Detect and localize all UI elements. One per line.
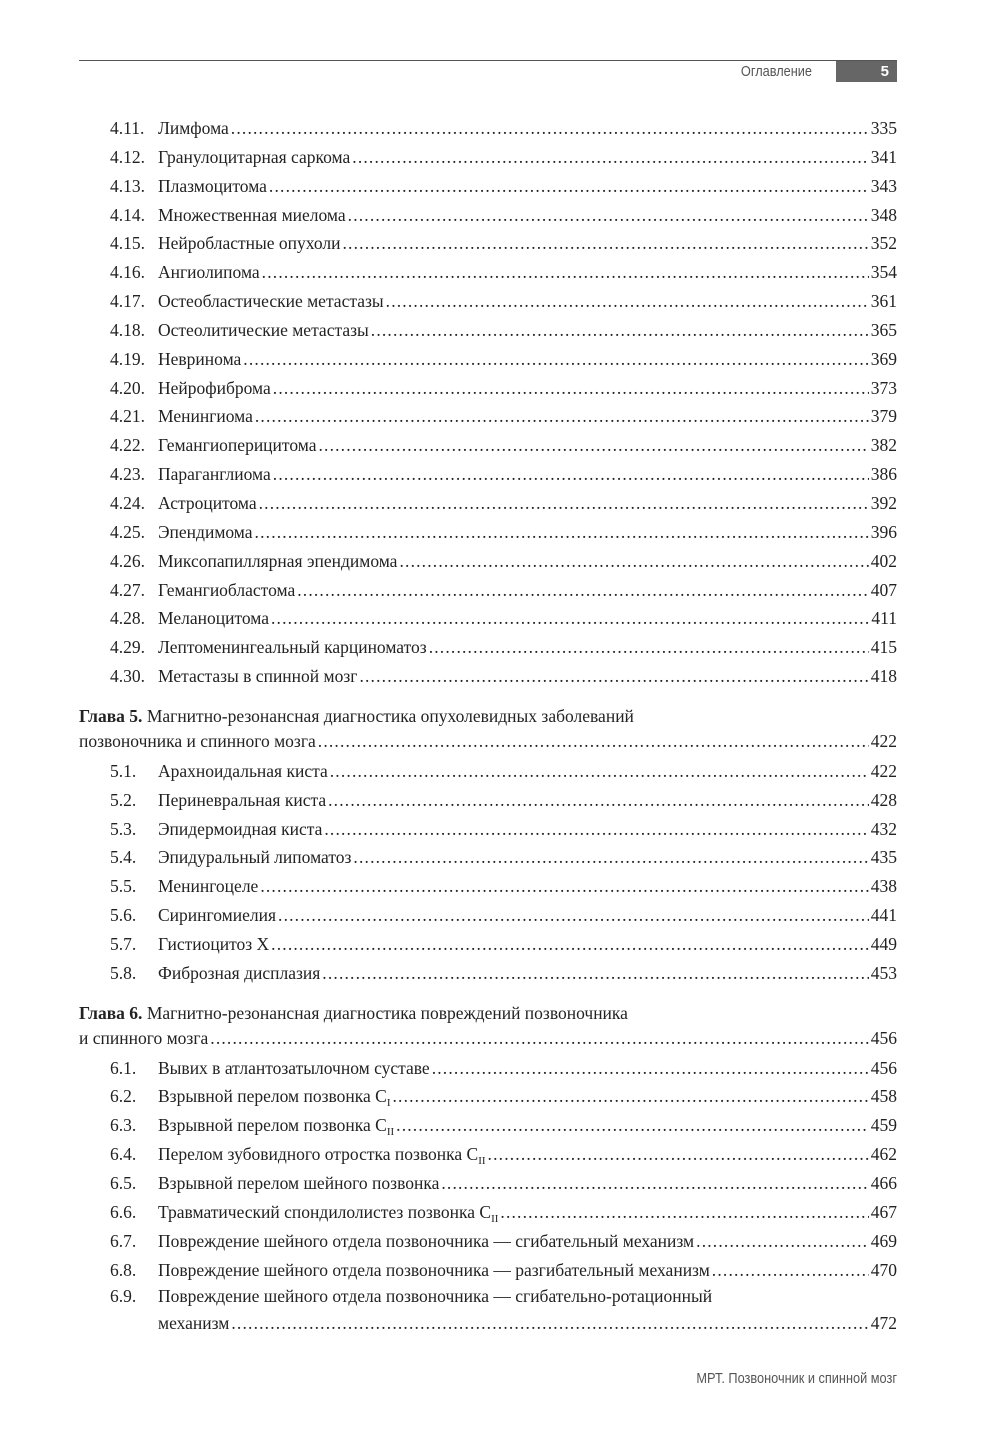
- page-ref: 343: [870, 175, 897, 196]
- entry-title-text: Гемангиоперицитома: [158, 435, 317, 456]
- page-ref: 458: [870, 1086, 897, 1107]
- toc-entry[interactable]: [79, 1054, 897, 1083]
- entry-title: [158, 1140, 486, 1169]
- entry-title-text: Повреждение шейного отдела позвоночника — разгибательный механизм: [158, 1259, 710, 1280]
- entry-title-text: Плазмоцитома: [158, 175, 267, 196]
- dot-leader: [273, 374, 869, 403]
- dot-leader: [255, 402, 869, 431]
- entry-title: [158, 843, 351, 872]
- toc-entry[interactable]: [79, 229, 897, 258]
- toc-entry-line1[interactable]: [79, 1284, 897, 1309]
- entry-number: 6.9.: [110, 1286, 137, 1307]
- entry-number: 6.7.: [110, 1230, 137, 1251]
- page-ref: 382: [870, 435, 897, 456]
- entry-title-text: Астроцитома: [158, 492, 257, 513]
- toc-entry[interactable]: [79, 287, 897, 316]
- page-ref: 373: [870, 377, 897, 398]
- dot-leader: [243, 345, 868, 374]
- entry-number: 6.2.: [110, 1086, 137, 1107]
- page-ref: 459: [870, 1115, 897, 1136]
- toc-entry[interactable]: [79, 786, 897, 815]
- entry-title-text: Вывих в атлантозатылочном суставе: [158, 1057, 430, 1078]
- entry-number: 4.11.: [110, 118, 145, 138]
- page-ref: 466: [870, 1173, 897, 1193]
- chapter-title-line1: Магнитно-резонансная диагностика повреждений позвоночника: [146, 1002, 628, 1023]
- dot-leader: [371, 316, 869, 345]
- page-ref: 407: [870, 579, 897, 600]
- toc-entry[interactable]: [79, 1198, 897, 1227]
- toc-entry[interactable]: [79, 901, 897, 930]
- entry-title-text: Миксопапиллярная эпендимома: [158, 550, 398, 571]
- page-ref: 470: [870, 1259, 897, 1280]
- page-ref: 379: [870, 406, 897, 427]
- entry-number: 4.12.: [110, 146, 145, 167]
- page-ref: 469: [870, 1230, 897, 1251]
- entry-title-text: Менингиома: [158, 406, 253, 427]
- dot-leader: [322, 959, 868, 988]
- dot-leader: [297, 576, 869, 605]
- toc-entry[interactable]: [79, 258, 897, 287]
- entry-title-text: Фиброзная дисплазия: [158, 962, 321, 983]
- entry-title-text: Нейрофиброма: [158, 377, 271, 398]
- entry-number: 6.3.: [110, 1115, 137, 1136]
- entry-title: [158, 172, 267, 201]
- chapter-title-line2: и спинного мозга: [79, 1027, 209, 1048]
- entry-number: 5.7.: [110, 933, 137, 954]
- entry-title-text: Невринома: [158, 348, 242, 369]
- chapter-5: [79, 704, 897, 757]
- entry-number: 4.14.: [110, 204, 145, 225]
- entry-title: [158, 815, 322, 844]
- dot-leader: [399, 547, 868, 576]
- page-ref: 348: [870, 204, 897, 225]
- dot-leader: [324, 815, 868, 844]
- entry-number: 6.8.: [110, 1259, 137, 1280]
- dot-leader: [696, 1227, 869, 1256]
- entry-title: [158, 901, 276, 930]
- entry-title-text: Взрывной перелом позвонка C: [158, 1115, 387, 1136]
- entry-title: [158, 604, 269, 633]
- page-ref: 352: [870, 233, 897, 254]
- entry-title-text: Перелом зубовидного отростка позвонка C: [158, 1144, 479, 1165]
- entry-title: [158, 1169, 439, 1198]
- chapter-6-items: [79, 1054, 897, 1285]
- dot-leader: [231, 1309, 868, 1338]
- dot-leader: [260, 872, 868, 901]
- dot-leader: [441, 1169, 868, 1198]
- toc-entry[interactable]: [79, 345, 897, 374]
- entry-number: 5.2.: [110, 789, 137, 810]
- entry-title-text: Лептоменингеальный карциноматоз: [158, 637, 427, 658]
- dot-leader: [712, 1256, 869, 1285]
- entry-title: [158, 258, 260, 287]
- toc-entry[interactable]: [79, 815, 897, 844]
- page-ref: 441: [870, 905, 897, 926]
- entry-title: [158, 402, 253, 431]
- chapter-heading: [79, 704, 897, 729]
- entry-number: 4.24.: [110, 492, 145, 513]
- entry-number: 4.27.: [110, 579, 145, 600]
- toc-entry[interactable]: [79, 489, 897, 518]
- entry-title-text: Повреждение шейного отдела позвоночника — сгибательный механизм: [158, 1230, 695, 1251]
- chapter-4-items: [79, 114, 897, 691]
- dot-leader: [259, 489, 869, 518]
- entry-number: 4.26.: [110, 550, 145, 571]
- entry-title-text: Ангиолипома: [158, 262, 260, 283]
- entry-title: [158, 872, 258, 901]
- page-ref: 453: [870, 962, 897, 983]
- entry-title-text: Эпендимома: [158, 521, 253, 542]
- entry-title-text: Взрывной перелом шейного позвонка: [158, 1173, 440, 1193]
- page-ref: 432: [870, 818, 897, 839]
- entry-title: [158, 460, 271, 489]
- entry-number: 4.18.: [110, 319, 145, 340]
- entry-number: 6.5.: [110, 1173, 137, 1193]
- chapter-title-line2: позвоночника и спинного мозга: [79, 730, 316, 751]
- entry-number: 4.17.: [110, 291, 145, 312]
- toc-entry[interactable]: [79, 959, 897, 988]
- entry-number: 4.19.: [110, 348, 145, 369]
- entry-title: [158, 1227, 694, 1256]
- dot-leader: [271, 930, 869, 959]
- header-rule: [79, 60, 897, 61]
- entry-title: [158, 114, 229, 143]
- entry-title: [158, 1111, 394, 1140]
- page-number: 5: [836, 61, 897, 82]
- running-header-section: Оглавление: [740, 63, 812, 80]
- dot-leader: [328, 786, 869, 815]
- page-ref: 456: [870, 1027, 897, 1048]
- toc-entry[interactable]: [79, 518, 897, 547]
- entry-number: 6.4.: [110, 1144, 137, 1165]
- entry-title: [158, 757, 328, 786]
- entry-title-text: Гемангиобластома: [158, 579, 296, 600]
- entry-number: 5.1.: [110, 760, 137, 781]
- dot-leader: [271, 604, 869, 633]
- chapter-5-items: [79, 757, 897, 988]
- entry-title: [158, 786, 326, 815]
- entry-number: 4.21.: [110, 406, 145, 427]
- entry-number: 4.25.: [110, 521, 145, 542]
- toc-entry[interactable]: [79, 374, 897, 403]
- page-ref: 392: [870, 492, 897, 513]
- dot-leader: [318, 431, 868, 460]
- dot-leader: [269, 172, 869, 201]
- toc-entry[interactable]: [79, 547, 897, 576]
- entry-title-text: Периневральная киста: [158, 789, 327, 810]
- dot-leader: [255, 518, 869, 547]
- entry-title-text: Сирингомиелия: [158, 905, 277, 926]
- entry-title-text: Нейробластные опухоли: [158, 233, 341, 254]
- toc-entry[interactable]: [79, 1082, 897, 1111]
- entry-title-text: Меланоцитома: [158, 608, 269, 629]
- entry-title: [158, 201, 346, 230]
- entry-number: 5.4.: [110, 847, 137, 868]
- entry-title: [158, 316, 369, 345]
- dot-leader: [500, 1198, 868, 1227]
- dot-leader: [353, 843, 868, 872]
- entry-number: 6.1.: [110, 1057, 137, 1078]
- entry-title-text: Остеолитические метастазы: [158, 319, 369, 340]
- toc-entry[interactable]: [79, 757, 897, 786]
- toc-entry[interactable]: [79, 143, 897, 172]
- page-ref: 428: [870, 789, 897, 810]
- dot-leader: [278, 901, 869, 930]
- entry-number: 5.5.: [110, 876, 137, 897]
- dot-leader: [359, 662, 868, 691]
- entry-title: [158, 374, 271, 403]
- dot-leader: [318, 729, 869, 757]
- dot-leader: [273, 460, 869, 489]
- dot-leader: [432, 1054, 869, 1083]
- dot-leader: [386, 287, 869, 316]
- entry-title-text: Арахноидальная киста: [158, 760, 328, 781]
- entry-title: [158, 930, 269, 959]
- entry-title: [158, 959, 320, 988]
- page-ref: 449: [870, 933, 897, 954]
- entry-title: [158, 633, 427, 662]
- entry-title: [158, 287, 384, 316]
- page-ref: 354: [870, 262, 897, 283]
- entry-number: 4.13.: [110, 175, 145, 196]
- toc-entry[interactable]: [79, 930, 897, 959]
- chapter-label: Глава 5.: [79, 705, 143, 726]
- toc-entry[interactable]: [79, 316, 897, 345]
- vertebra-subscript: II: [491, 1212, 499, 1225]
- page-ref: 402: [870, 550, 897, 571]
- page-ref: 386: [870, 464, 897, 485]
- dot-leader: [348, 201, 869, 230]
- toc-entry-line2[interactable]: [79, 1309, 897, 1338]
- entry-title-text: Менингоцеле: [158, 876, 259, 897]
- toc-entry[interactable]: [79, 201, 897, 230]
- entry-title-text: Лимфома: [158, 118, 229, 138]
- page-ref: 472: [870, 1313, 897, 1334]
- toc-entry[interactable]: [79, 114, 897, 143]
- toc-entry[interactable]: [79, 633, 897, 662]
- page-ref: 369: [870, 348, 897, 369]
- page-ref: 438: [870, 876, 897, 897]
- page-ref: 418: [870, 666, 897, 687]
- entry-title-text: Множественная миелома: [158, 204, 346, 225]
- entry-number: 5.8.: [110, 962, 137, 983]
- page-ref: 456: [870, 1057, 897, 1078]
- entry-title-text: Эпидермоидная киста: [158, 818, 323, 839]
- entry-number: 6.6.: [110, 1201, 137, 1222]
- page-ref: 365: [870, 319, 897, 340]
- toc-entry[interactable]: [79, 1256, 897, 1285]
- entry-title: [158, 547, 397, 576]
- page-ref: 411: [871, 608, 897, 629]
- entry-number: 4.16.: [110, 262, 145, 283]
- toc-entry[interactable]: [79, 1111, 897, 1140]
- entry-title-cont: механизм: [158, 1313, 230, 1334]
- chapter-entry[interactable]: [79, 1026, 897, 1054]
- page-ref: 422: [870, 730, 897, 751]
- entry-title: [158, 1054, 430, 1083]
- page-ref: 467: [870, 1201, 897, 1222]
- toc-entry[interactable]: [79, 872, 897, 901]
- page-ref: 422: [870, 760, 897, 781]
- dot-leader: [343, 229, 869, 258]
- entry-title-text: Взрывной перелом позвонка C: [158, 1086, 387, 1107]
- toc-entry[interactable]: [79, 576, 897, 605]
- entry-title-text: Гистиоцитоз X: [158, 933, 270, 954]
- chapter-6: [79, 1001, 897, 1054]
- entry-number: 5.6.: [110, 905, 137, 926]
- entry-title: [158, 1256, 710, 1285]
- dot-leader: [429, 633, 869, 662]
- dot-leader: [352, 143, 868, 172]
- toc-entry[interactable]: [79, 604, 897, 633]
- vertebra-subscript: I: [386, 1097, 391, 1110]
- dot-leader: [262, 258, 869, 287]
- vertebra-subscript: II: [386, 1126, 395, 1139]
- dot-leader: [392, 1082, 868, 1111]
- entry-title: [158, 229, 341, 258]
- entry-number: 4.22.: [110, 435, 145, 456]
- page-ref: 462: [870, 1144, 897, 1165]
- entry-title-text: Травматический спондилолистез позвонка C: [158, 1201, 492, 1222]
- entry-title: [158, 1082, 390, 1111]
- dot-leader: [231, 114, 869, 143]
- entry-number: 4.30.: [110, 666, 145, 687]
- entry-title-text: Гранулоцитарная саркома: [158, 146, 351, 167]
- entry-title: [158, 662, 357, 691]
- toc-entry[interactable]: [79, 402, 897, 431]
- chapter-title-line1: Магнитно-резонансная диагностика опухолевидных заболеваний: [146, 705, 634, 726]
- toc-entry[interactable]: [79, 172, 897, 201]
- chapter-heading: [79, 1001, 897, 1026]
- page-ref: 335: [870, 118, 897, 138]
- entry-number: 4.28.: [110, 608, 145, 629]
- entry-title: [158, 345, 241, 374]
- toc-entry[interactable]: [79, 843, 897, 872]
- entry-number: 4.20.: [110, 377, 145, 398]
- toc-entry[interactable]: [79, 1140, 897, 1169]
- entry-title: Повреждение шейного отдела позвоночника — сгибательно-ротационный: [158, 1286, 713, 1307]
- entry-title-text: Параганглиома: [158, 464, 271, 485]
- entry-title-text: Остеобластические метастазы: [158, 291, 384, 312]
- entry-number: 4.23.: [110, 464, 145, 485]
- entry-number: 4.15.: [110, 233, 145, 254]
- entry-title-text: Эпидуральный липоматоз: [158, 847, 352, 868]
- toc-entry[interactable]: [79, 460, 897, 489]
- page-ref: 415: [870, 637, 897, 658]
- entry-title: [158, 489, 257, 518]
- dot-leader: [330, 757, 869, 786]
- chapter-label: Глава 6.: [79, 1002, 143, 1023]
- chapter-entry[interactable]: [79, 729, 897, 757]
- toc-entry[interactable]: [79, 1227, 897, 1256]
- entry-number: 5.3.: [110, 818, 137, 839]
- table-of-contents: [79, 114, 897, 1338]
- entry-number: 4.29.: [110, 637, 145, 658]
- entry-title: [158, 1198, 498, 1227]
- running-footer: МРТ. Позвоночник и спинной мозг: [696, 1370, 897, 1387]
- toc-entry[interactable]: [79, 1169, 897, 1198]
- dot-leader: [488, 1140, 869, 1169]
- vertebra-subscript: II: [478, 1155, 486, 1168]
- entry-title-text: Метастазы в спинной мозг: [158, 666, 358, 687]
- dot-leader: [396, 1111, 869, 1140]
- toc-entry[interactable]: [79, 662, 897, 691]
- page-ref: 396: [870, 521, 897, 542]
- entry-title: [158, 518, 253, 547]
- dot-leader: [210, 1026, 868, 1054]
- entry-title: [158, 576, 295, 605]
- entry-title: [158, 431, 316, 460]
- entry-title: [158, 143, 350, 172]
- page-ref: 435: [870, 847, 897, 868]
- page-ref: 341: [870, 146, 897, 167]
- page-ref: 361: [870, 291, 897, 312]
- toc-entry[interactable]: [79, 431, 897, 460]
